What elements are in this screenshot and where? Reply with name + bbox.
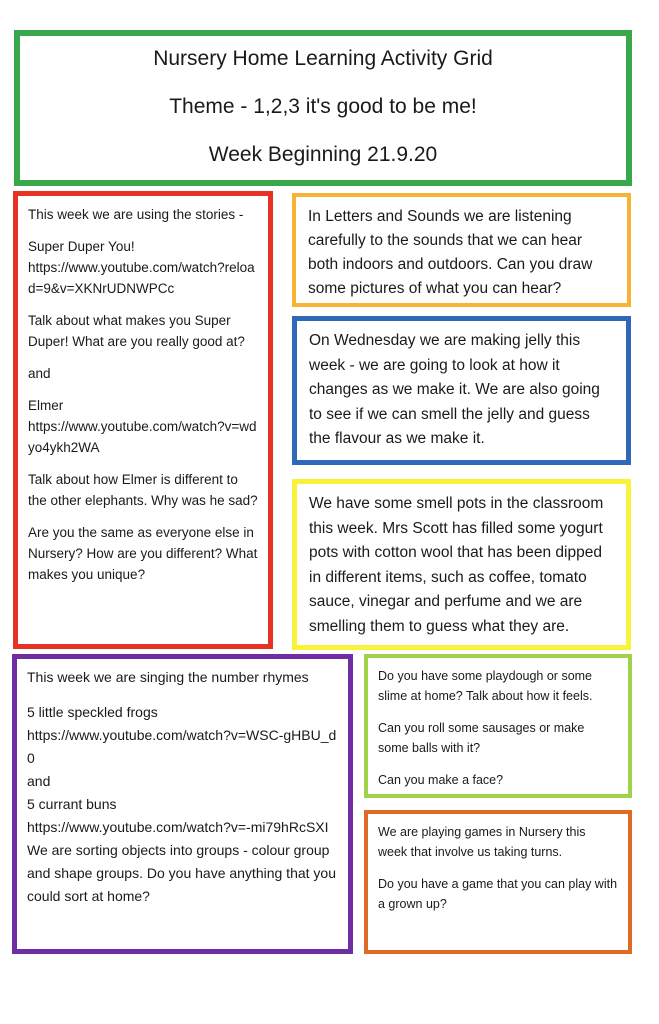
story1 [28,236,258,299]
story1-talk: Talk about what makes you Super Duper! What are you really good at? [28,313,245,349]
story2-talk: Talk about how Elmer is different to the other elephants. Why was he sad? [28,472,258,508]
games-p1: We are playing games in Nursery this week that involve us taking turns. [378,825,586,859]
jelly-text: On Wednesday we are making jelly this week - we are going to look at how it changes as we make it. We are also going to see if we can smell the jelly and guess the flavour as we make it. [309,332,600,447]
stories-and: and [28,366,51,381]
playdough-p2: Can you roll some sausages or make some balls with it? [378,721,585,755]
sorting-text: We are sorting objects into groups - colour group and shape groups. Do you have anything that you could sort at home? [27,842,336,904]
rhyme2-url[interactable]: https://www.youtube.com/watch?v=-mi79hRcSXI [27,819,329,835]
story1-title: Super Duper You! [28,239,135,254]
letters-sounds-box [292,193,631,307]
games-box [364,810,632,954]
stories-intro: This week we are using the stories - [28,207,244,222]
rhyme1-url[interactable]: https://www.youtube.com/watch?v=WSC-gHBU_d0 [27,727,337,766]
number-rhymes-box [12,654,353,954]
rhyme2-title: 5 currant buns [27,796,117,812]
smell-pots-box [292,479,631,650]
jelly-box [292,316,631,465]
story1-url[interactable]: https://www.youtube.com/watch?reload=9&v=XKNrUDNWPCc [28,260,255,296]
games-p2: Do you have a game that you can play with a grown up? [378,877,618,911]
rhymes-intro: This week we are singing the number rhymes [27,669,309,685]
theme-line: Theme - 1,2,3 it's good to be me! [169,95,477,118]
story2-title: Elmer [28,398,64,413]
smell-pots-text: We have some smell pots in the classroom this week. Mrs Scott has filled some yogurt pots with cotton wool that has been dipped in different items, such as coffee, tomato sauce, vinegar and perfume and we are smelling them to guess what they are. [309,495,604,635]
letters-sounds-text: In Letters and Sounds we are listening carefully to the sounds that we can hear both indoors and outdoors. Can you draw some pictures of what you can hear? [308,208,593,297]
story2 [28,395,258,458]
playdough-p3: Can you make a face? [378,773,504,787]
rhyme1-title: 5 little speckled frogs [27,704,158,720]
week-line: Week Beginning 21.9.20 [208,143,438,166]
playdough-p1: Do you have some playdough or some slime at home? Talk about how it feels. [378,669,593,703]
rhymes-and: and [27,773,51,789]
header-box [14,30,632,186]
stories-box [13,191,273,649]
rhymes-list [27,701,338,908]
page-title: Nursery Home Learning Activity Grid [153,47,493,70]
stories-question: Are you the same as everyone else in Nursery? How are you different? What makes you unique? [28,525,258,582]
playdough-box [364,654,632,798]
story2-url[interactable]: https://www.youtube.com/watch?v=wdyo4ykh2WA [28,419,257,455]
